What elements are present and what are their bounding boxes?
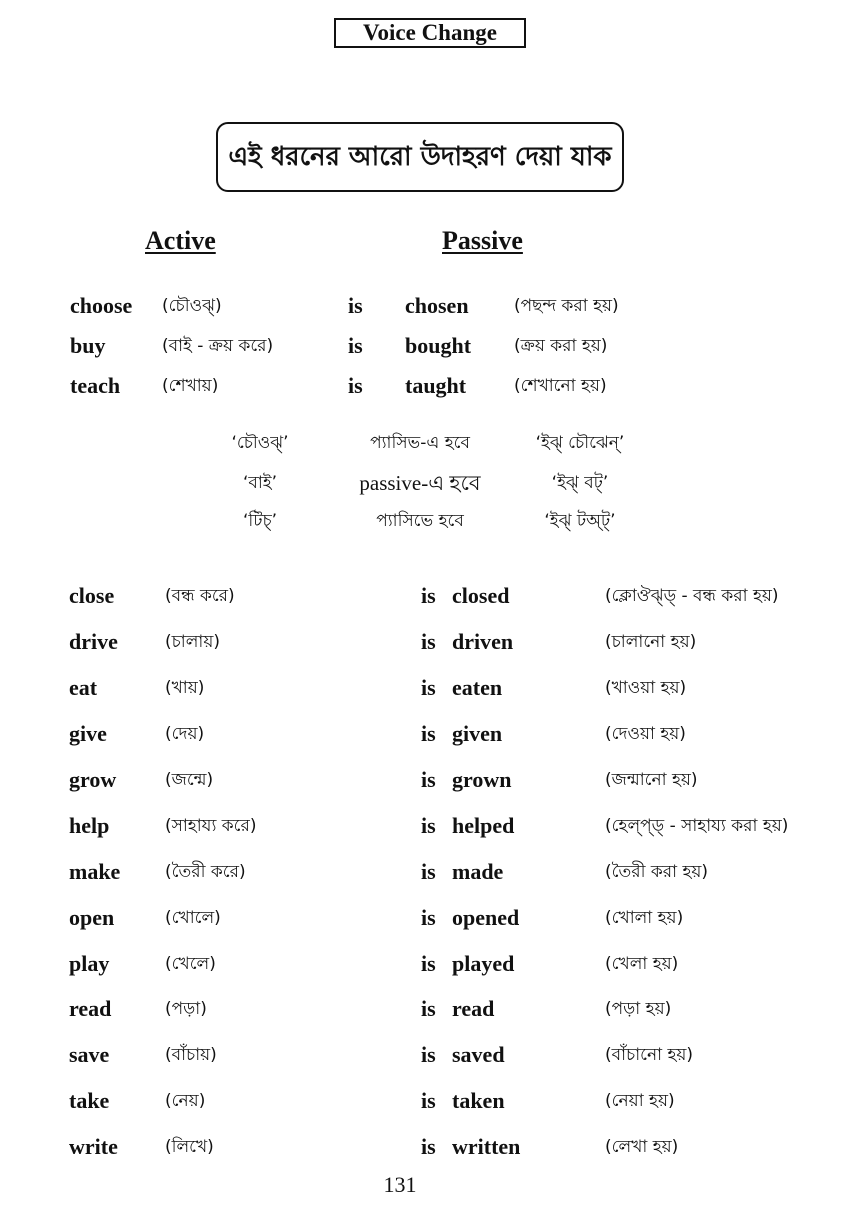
passive-verb-meaning: (চালানো হয়) — [605, 632, 697, 652]
passive-verb-meaning: (খাওয়া হয়) — [605, 678, 687, 698]
verb-row — [0, 1041, 855, 1081]
passive-heading: Passive — [442, 226, 523, 255]
rule-word: ‘বাই’ — [242, 473, 278, 493]
passive-verb: written — [452, 1134, 521, 1159]
active-verb-meaning: (বাই - ক্রয় করে) — [162, 336, 274, 356]
passive-verb-meaning: (তৈরী করা হয়) — [605, 862, 709, 882]
passive-verb: taught — [405, 373, 467, 398]
passive-verb: opened — [452, 905, 520, 930]
rule-word: ‘টিচ্‌’ — [242, 511, 278, 531]
active-verb-meaning: (খোলে) — [165, 908, 221, 928]
passive-verb: bought — [405, 333, 472, 358]
active-verb-meaning: (বাঁচায়) — [165, 1045, 217, 1065]
auxiliary-verb: is — [421, 675, 436, 700]
active-verb: save — [69, 1042, 110, 1067]
active-verb: grow — [69, 767, 117, 792]
active-verb-meaning: (জন্মে) — [165, 770, 214, 790]
passive-verb: helped — [452, 813, 515, 838]
passive-verb: driven — [452, 629, 514, 654]
pronunciation-row — [0, 508, 855, 546]
passive-verb-meaning: (জন্মানো হয়) — [605, 770, 698, 790]
auxiliary-verb: is — [421, 951, 436, 976]
verb-row — [0, 995, 855, 1035]
auxiliary-verb: is — [421, 721, 436, 746]
active-verb-meaning: (চৌওঝ্‌) — [162, 296, 222, 316]
passive-verb-meaning: (হেল্‌প্‌ড্‌ - সাহায্য করা হয়) — [605, 816, 789, 836]
pronunciation-row — [0, 430, 855, 468]
auxiliary-verb: is — [421, 629, 436, 654]
active-verb: open — [69, 905, 115, 930]
passive-verb-meaning: (পড়া হয়) — [605, 999, 672, 1019]
rule-word: ‘চৌওঝ্‌’ — [231, 433, 289, 453]
active-verb: give — [69, 721, 107, 746]
page-title: Voice Change — [334, 18, 526, 48]
active-verb: close — [69, 583, 115, 608]
rule-result: ‘ইঝ্‌ টঅ্‌ট্‌’ — [544, 511, 616, 531]
active-verb: buy — [70, 333, 106, 358]
passive-verb-meaning: (লেখা হয়) — [605, 1137, 679, 1157]
active-verb-meaning: (লিখে) — [165, 1137, 214, 1157]
active-verb-meaning: (পড়া) — [165, 999, 207, 1019]
active-verb: help — [69, 813, 110, 838]
verb-row — [0, 674, 855, 714]
active-verb: drive — [69, 629, 118, 654]
active-verb-meaning: (খেলে) — [165, 954, 216, 974]
passive-verb-meaning: (নেয়া হয়) — [605, 1091, 675, 1111]
active-verb-meaning: (চালায়) — [165, 632, 220, 652]
rule-note: passive-এ হবে — [359, 471, 481, 495]
rule-result: ‘ইঝ্‌ চৌঝেন্‌’ — [535, 433, 625, 453]
auxiliary-verb: is — [421, 905, 436, 930]
passive-verb-meaning: (ক্লোঔঝ্‌ড্‌ - বন্ধ করা হয়) — [605, 586, 779, 606]
passive-verb: read — [452, 996, 495, 1021]
verb-row — [0, 292, 855, 332]
passive-verb-meaning: (খেলা হয়) — [605, 954, 679, 974]
verb-row — [0, 582, 855, 622]
active-verb-meaning: (তৈরী করে) — [165, 862, 246, 882]
passive-verb: taken — [452, 1088, 505, 1113]
active-verb: read — [69, 996, 112, 1021]
verb-row — [0, 332, 855, 372]
verb-row — [0, 372, 855, 412]
rule-result: ‘ইঝ্‌ বট্‌’ — [551, 473, 609, 493]
active-verb: make — [69, 859, 121, 884]
active-verb: play — [69, 951, 110, 976]
verb-row — [0, 766, 855, 806]
passive-verb: made — [452, 859, 504, 884]
page-number: 131 — [383, 1172, 417, 1197]
pronunciation-row — [0, 470, 855, 508]
rule-note: প্যাসিভ-এ হবে — [370, 433, 470, 453]
passive-verb: saved — [452, 1042, 505, 1067]
passive-verb-meaning: (দেওয়া হয়) — [605, 724, 686, 744]
verb-row — [0, 858, 855, 898]
active-verb-meaning: (সাহায্য করে) — [165, 816, 257, 836]
passive-verb-meaning: (পছন্দ করা হয়) — [514, 296, 619, 316]
verb-row — [0, 950, 855, 990]
verb-row — [0, 904, 855, 944]
active-verb-meaning: (নেয়) — [165, 1091, 206, 1111]
active-verb-meaning: (দেয়) — [165, 724, 205, 744]
auxiliary-verb: is — [421, 859, 436, 884]
passive-verb: closed — [452, 583, 510, 608]
passive-verb-meaning: (শেখানো হয়) — [514, 376, 607, 396]
auxiliary-verb: is — [421, 767, 436, 792]
auxiliary-verb: is — [421, 996, 436, 1021]
verb-row — [0, 1087, 855, 1127]
rule-note: প্যাসিভে হবে — [376, 511, 464, 531]
active-verb: take — [69, 1088, 110, 1113]
passive-verb: chosen — [405, 293, 469, 318]
active-verb-meaning: (খায়) — [165, 678, 205, 698]
auxiliary-verb: is — [348, 293, 363, 318]
auxiliary-verb: is — [348, 373, 363, 398]
active-heading: Active — [145, 226, 216, 255]
passive-verb-meaning: (খোলা হয়) — [605, 908, 684, 928]
auxiliary-verb: is — [421, 1134, 436, 1159]
verb-row — [0, 812, 855, 852]
passive-verb: eaten — [452, 675, 503, 700]
auxiliary-verb: is — [348, 333, 363, 358]
auxiliary-verb: is — [421, 813, 436, 838]
passive-verb-meaning: (বাঁচানো হয়) — [605, 1045, 694, 1065]
verb-row — [0, 1133, 855, 1173]
section-banner: এই ধরনের আরো উদাহরণ দেয়া যাক — [216, 122, 624, 192]
passive-verb: played — [452, 951, 515, 976]
active-verb: teach — [70, 373, 121, 398]
active-verb: write — [69, 1134, 118, 1159]
passive-verb: given — [452, 721, 503, 746]
auxiliary-verb: is — [421, 583, 436, 608]
passive-verb: grown — [452, 767, 512, 792]
active-verb: eat — [69, 675, 98, 700]
passive-verb-meaning: (ক্রয় করা হয়) — [514, 336, 608, 356]
active-verb: choose — [70, 293, 133, 318]
active-verb-meaning: (শেখায়) — [162, 376, 219, 396]
verb-row — [0, 628, 855, 668]
auxiliary-verb: is — [421, 1042, 436, 1067]
verb-row — [0, 720, 855, 760]
active-verb-meaning: (বন্ধ করে) — [165, 586, 235, 606]
auxiliary-verb: is — [421, 1088, 436, 1113]
